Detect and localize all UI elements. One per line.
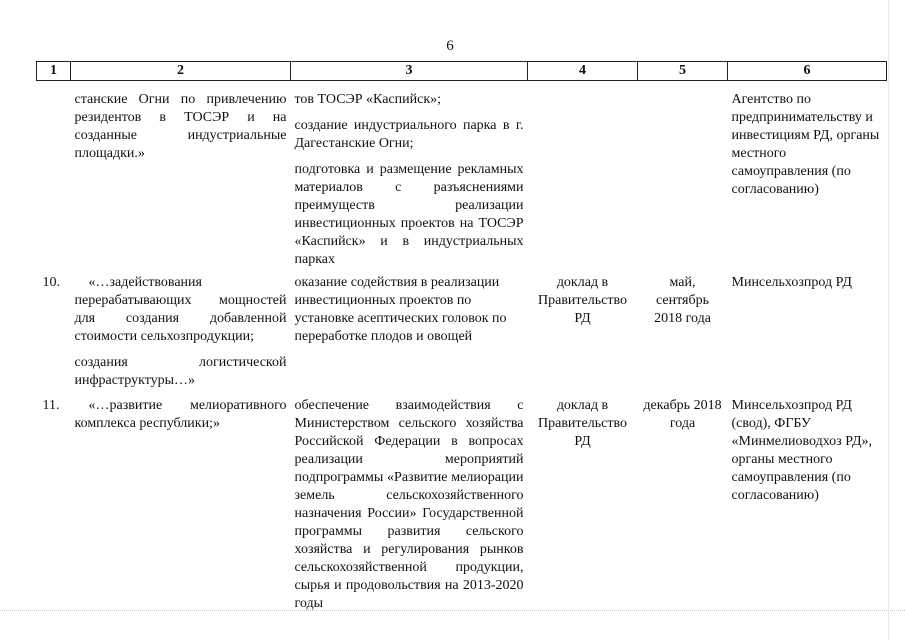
responsible-cell: Минсельхозпрод РД (свод), ФГБУ «Минмелиоводхоз РД», органы местного самоуправления (по согласованию) (731, 398, 872, 503)
decision-cell (71, 269, 291, 390)
decision-cell (71, 390, 291, 613)
column-header-2: 2 (71, 62, 291, 81)
column-header-3: 3 (291, 62, 528, 81)
measure-text: создание индустриального парка в г. Дагестанские Огни; (294, 118, 524, 151)
measure-text: подготовка и размещение рекламных материалов с разъяснениями преимуществ реализации инвестиционных проектов на ТОСЭР «Каспийск» и в индустриальных парках (294, 162, 524, 267)
deadline-cell: декабрь 2018 года (643, 398, 722, 431)
deadline-cell: май, сентябрь 2018 года (654, 275, 711, 326)
decision-text: создания логистической инфраструктуры…» (74, 355, 287, 388)
scan-artifact-line (0, 610, 905, 612)
measure-text: обеспечение взаимодействия с Министерством сельского хозяйства Российской Федерации в вопросах реализации мероприятий подпрограммы «Развитие мелиорации земель сельскохозяйственного назначения России» Государственной программы развития сельского хозяйства и регулирования рынков сельскохозяйственной продукции, сырья и продовольствия на 2013-2020 годы (294, 398, 524, 611)
row-number: 10. (42, 275, 60, 290)
report-form-cell: доклад в Правительство РД (538, 398, 627, 449)
decision-cell (71, 81, 291, 270)
plan-table (36, 61, 887, 613)
measures-cell (291, 390, 528, 613)
page-edge-shadow (888, 0, 889, 640)
responsible-cell: Агентство по предпринимательству и инвестициям РД, органы местного самоуправления (по согласованию) (731, 92, 880, 197)
report-form-cell (528, 81, 638, 270)
column-header-1: 1 (37, 62, 71, 81)
table-row-continued (37, 81, 887, 270)
page-number: 6 (446, 38, 454, 54)
table-row-11 (37, 390, 887, 613)
deadline-cell (638, 81, 728, 270)
column-number-header-row (37, 62, 887, 81)
measures-cell (291, 269, 528, 390)
row-number: 11. (42, 398, 60, 413)
report-form-cell: доклад в Правительство РД (538, 275, 627, 326)
column-header-5: 5 (638, 62, 728, 81)
decision-text: станские Огни по привлечению резидентов в ТОСЭР и на созданные индустриальные площадки.» (74, 92, 287, 161)
responsible-cell: Минсельхозпрод РД (731, 275, 852, 290)
column-header-4: 4 (528, 62, 638, 81)
decision-text: «…задействования перерабатывающих мощностей для создания добавленной стоимости сельхозпродукции; (74, 275, 287, 344)
table-row-10 (37, 269, 887, 390)
row-number (37, 81, 71, 270)
column-header-6: 6 (728, 62, 887, 81)
measure-text: тов ТОСЭР «Каспийск»; (294, 92, 442, 107)
measures-cell (291, 81, 528, 270)
measure-text: оказание содействия в реализации инвестиционных проектов по установке асептических головок по переработке плодов и овощей (294, 275, 507, 344)
decision-text: «…развитие мелиоративного комплекса республики;» (74, 398, 287, 431)
